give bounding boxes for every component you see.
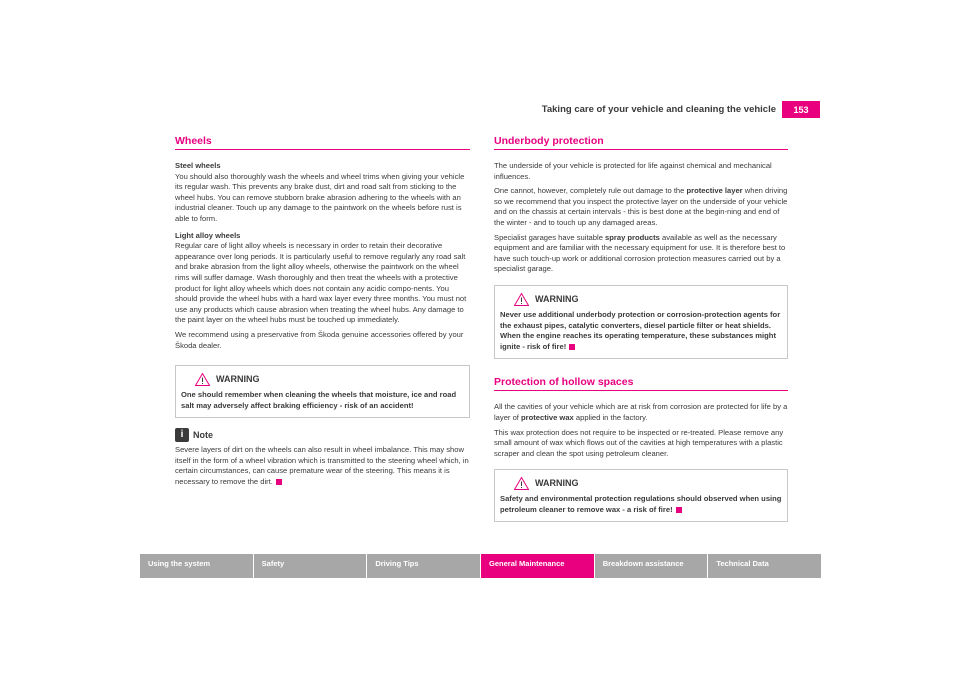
warning-label: WARNING (216, 374, 260, 385)
underbody-p2 (494, 186, 788, 228)
right-column (494, 134, 788, 522)
info-icon: i (175, 428, 189, 442)
wheels-warning-text: One should remember when cleaning the wheels that moisture, ice and road salt may adversely affect braking efficiency - risk of an accident! (181, 390, 457, 410)
wheels-title: Wheels (175, 134, 470, 150)
section-end-marker (569, 344, 575, 350)
note-heading (175, 428, 470, 442)
underbody-warning-text: Never use additional underbody protection or corrosion-protection agents for the exhaust pipes, catalytic converters, diesel particle filter or heat shields. When the engine reaches its operating temperature, these substances might ignite - risk of fire! (500, 309, 781, 351)
underbody-warning-box (494, 285, 788, 359)
left-column (175, 134, 470, 492)
note-text: Severe layers of dirt on the wheels can also result in wheel imbalance. This may show itself in the form of a wheel vibration which is transmitted to the steering wheel which, in certain circumstances, can cause premature wear of the steering. This means it is necessary to remove the dirt. (175, 445, 469, 487)
text-span: All the cavities of your vehicle which are at risk from corrosion are protected for life by a layer of (494, 402, 788, 422)
underbody-p1: The underside of your vehicle is protected for life against chemical and mechanical influences. (494, 161, 772, 181)
text-span: available as well as the necessary equipment and are familiar with the necessary equipment for use. It is therefore best to have such touch-up work or additional corrosion protection measures carried out by a specialist garage. (494, 232, 786, 274)
warning-label: WARNING (535, 478, 579, 489)
text-span: applied in the factory. (573, 412, 648, 422)
underbody-p3 (494, 233, 788, 275)
tab-general-maintenance[interactable]: General Maintenance (481, 554, 595, 578)
underbody-warning-text-container (500, 310, 782, 352)
wheels-warning-box (175, 365, 470, 418)
recommend-text: We recommend using a preservative from Škoda genuine accessories offered by your Škoda dealer. (175, 329, 464, 350)
tab-technical-data[interactable]: Technical Data (708, 554, 821, 578)
emphasis-term: spray products (605, 232, 660, 242)
section-end-marker (276, 479, 282, 485)
hollow-p2: This wax protection does not require to be inspected or re-treated. Please remove any small amount of wax which flows out of the cavities at high temperatures with a plastic scraper and clean the spot using petroleum cleaner. (494, 427, 784, 458)
emphasis-term: protective wax (521, 412, 574, 422)
warning-triangle-icon (514, 293, 529, 306)
running-header-title: Taking care of your vehicle and cleaning the vehicle (541, 104, 776, 115)
alloy-wheels-heading: Light alloy wheels (175, 230, 241, 240)
warning-label: WARNING (535, 294, 579, 305)
tab-driving-tips[interactable]: Driving Tips (367, 554, 481, 578)
warning-triangle-icon (514, 477, 529, 490)
steel-wheels-text: You should also thoroughly wash the wheels and wheel trims when giving your vehicle its regular wash. This prevents any brake dust, dirt and road salt from sticking to the wheel hubs. You can remove stubborn brake abrasion adhering to the wheels with an industrial cleaner. Touch up any damage to the paintwork on the wheels before rust is able to form. (175, 171, 465, 223)
page-number: 153 (782, 101, 820, 118)
section-end-marker (676, 507, 682, 513)
alloy-wheels-text: Regular care of light alloy wheels is necessary in order to retain their decorative appearance over long periods. It is particularly useful to remove regularly any road salt and brake abrasion from the light alloy wheels, otherwise the paintwork on the wheel rims will suffer damage. Wash thoroughly and then treat the wheels with a protective product for light alloy wheels which does not contain any acidic compo-nents. You should provide the wheel hubs with a hard wax layer every three months. You must not use any products which cause abrasion when treating the wheel hubs. Any damage to the paint layer on the wheel hubs must be touched up immediately. (175, 241, 467, 325)
note-label: Note (193, 429, 213, 440)
text-span: One cannot, however, completely rule out damage to the (494, 186, 687, 196)
footer-navigation (140, 554, 821, 578)
hollow-p1 (494, 402, 788, 423)
tab-using-the-system[interactable]: Using the system (140, 554, 254, 578)
text-span: when driving so we recommend that you inspect the protective layer on the underside of your vehicle and on the chassis at certain intervals - this is best done at the begin-ning and end of the winter - and to touch up any damaged areas. (494, 186, 788, 227)
hollow-warning-text-container (500, 494, 782, 515)
tab-breakdown-assistance[interactable]: Breakdown assistance (595, 554, 709, 578)
steel-wheels-heading: Steel wheels (175, 161, 221, 170)
hollow-warning-box (494, 469, 788, 522)
hollow-spaces-title: Protection of hollow spaces (494, 375, 788, 391)
warning-triangle-icon (195, 373, 210, 386)
tab-safety[interactable]: Safety (254, 554, 368, 578)
text-span: Specialist garages have suitable (494, 232, 606, 242)
note-text-container (175, 445, 470, 487)
hollow-warning-text: Safety and environmental protection regulations should observed when using petroleum cleaner to remove wax - a risk of fire! (500, 494, 782, 514)
underbody-title: Underbody protection (494, 134, 788, 150)
emphasis-term: protective layer (686, 186, 743, 196)
